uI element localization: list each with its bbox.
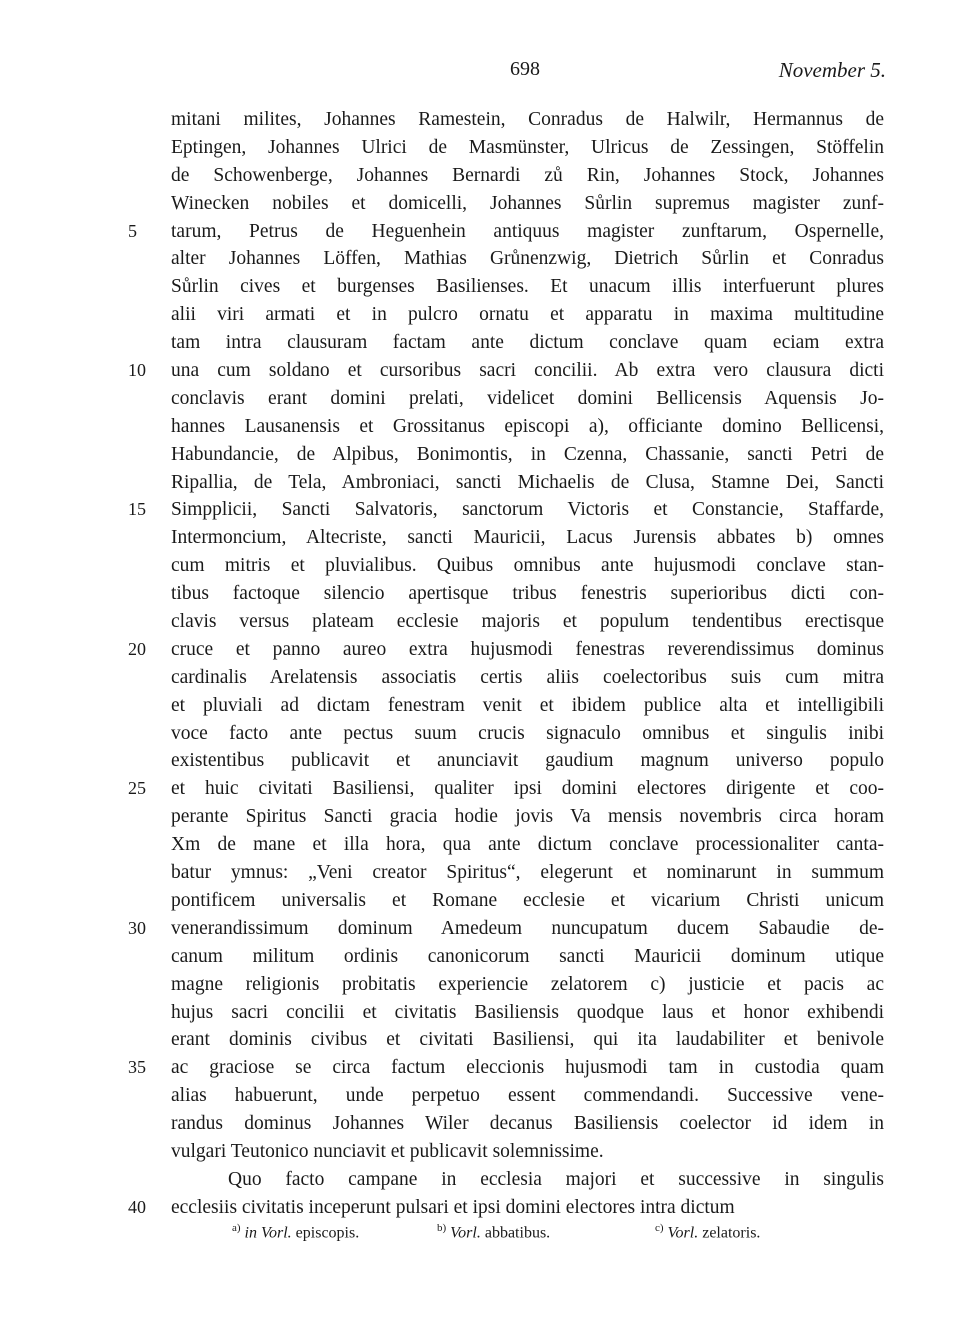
line-text: voce facto ante pectus suum crucis signaculo omnibus et singulis inibi	[171, 722, 884, 744]
text-line	[0, 943, 960, 971]
footnote-reading: zelatoris.	[702, 1224, 761, 1242]
line-text: et huic civitati Basiliensi, qualiter ipsi domini electores dirigente et coo-	[171, 778, 884, 800]
line-text: tam intra clausuram factam ante dictum conclave quam eciam extra	[171, 332, 884, 354]
text-line	[0, 887, 960, 915]
text-line	[0, 1166, 960, 1194]
line-text: randus dominus Johannes Wiler decanus Basiliensis coelector id idem in	[171, 1113, 884, 1135]
text-line	[0, 1138, 960, 1166]
line-text: vulgari Teutonico nunciavit et publicavit solemnissime.	[171, 1140, 604, 1162]
line-text: perante Spiritus Sancti gracia hodie jovis Va mensis novembris circa horam	[171, 806, 884, 828]
text-line	[0, 859, 960, 887]
line-text: una cum soldano et cursoribus sacri concilii. Ab extra vero clausura dicti	[171, 360, 884, 382]
line-text: tibus factoque silencio apertisque tribus fenestris superioribus dicti con-	[171, 583, 884, 605]
line-text: Simpplicii, Sancti Salvatoris, sanctorum Victoris et Constancie, Staffarde,	[171, 499, 884, 521]
footnote-reading: episcopis.	[295, 1224, 360, 1242]
line-text: canum militum ordinis canonicorum sancti Mauricii dominum utique	[171, 945, 884, 967]
text-line	[0, 775, 960, 803]
line-text: erant dominis civibus et civitati Basiliensi, qui ita laudabiliter et benivole	[171, 1029, 884, 1051]
line-text: Quo facto campane in ecclesia majori et successive in singulis	[228, 1168, 884, 1190]
line-text: tarum, Petrus de Heguenhein antiquus magister zunftarum, Ospernelle,	[171, 220, 884, 242]
line-text: alter Johannes Löffen, Mathias Grůnenzwig, Dietrich Sůrlin et Conradus	[171, 248, 884, 270]
line-text: ac graciose se circa factum eleccionis hujusmodi tam in custodia quam	[171, 1057, 884, 1079]
text-line	[0, 831, 960, 859]
text-line	[0, 915, 960, 943]
line-text: hujus sacri concilii et civitatis Basiliensis quodque laus et honor exhibendi	[171, 1001, 884, 1023]
text-line	[0, 1054, 960, 1082]
text-line	[0, 245, 960, 273]
line-number: 20	[128, 638, 146, 659]
page-number: 698	[510, 58, 540, 80]
line-text: Winecken nobiles et domicelli, Johannes Sůrlin supremus magister zunf-	[171, 192, 884, 214]
line-text: Ripallia, de Tela, Ambroniaci, sancti Michaelis de Clusa, Stamne Dei, Sancti	[171, 471, 884, 493]
line-number: 35	[128, 1057, 146, 1078]
text-line	[0, 664, 960, 692]
line-text: Habundancie, de Alpibus, Bonimontis, in Czenna, Chassanie, sancti Petri de	[171, 443, 884, 465]
text-line	[0, 329, 960, 357]
text-line	[0, 413, 960, 441]
text-line	[0, 441, 960, 469]
text-line	[0, 1026, 960, 1054]
footnote-mark: a)	[232, 1222, 241, 1234]
text-line	[0, 1194, 960, 1222]
text-line	[0, 524, 960, 552]
text-line	[0, 999, 960, 1027]
line-text: pontificem universalis et Romane ecclesie et vicarium Christi unicum	[171, 889, 884, 911]
text-line	[0, 218, 960, 246]
text-line	[0, 552, 960, 580]
line-text: Xm de mane et illa hora, qua ante dictum conclave processionaliter canta-	[171, 834, 884, 856]
line-text: ecclesiis civitatis inceperunt pulsari et ipsi domini electores intra dictum	[171, 1196, 735, 1218]
text-line	[0, 692, 960, 720]
text-line	[0, 357, 960, 385]
footnote-mark: b)	[437, 1222, 447, 1234]
line-text: Sůrlin cives et burgenses Basilienses. Et unacum illis interfuerunt plures	[171, 276, 884, 298]
line-text: alias habuerunt, unde perpetuo essent commendandi. Successive vene-	[171, 1085, 884, 1107]
line-text: de Schowenberge, Johannes Bernardi zů Rin, Johannes Stock, Johannes	[171, 164, 884, 186]
line-text: conclavis erant domini prelati, videlicet domini Bellicensis Aquensis Jo-	[171, 387, 884, 409]
footnote-source: in Vorl.	[244, 1224, 292, 1242]
line-text: alii viri armati et in pulcro ornatu et apparatu in maxima multitudine	[171, 304, 884, 326]
text-line	[0, 106, 960, 134]
footnote-source: Vorl.	[667, 1224, 699, 1242]
text-line	[0, 580, 960, 608]
page-header	[0, 58, 960, 88]
text-line	[0, 469, 960, 497]
line-text: hannes Lausanensis et Grossitanus episcopi a), officiante domino Bellicensi,	[171, 415, 884, 437]
text-line	[0, 971, 960, 999]
footnotes	[0, 1222, 960, 1252]
text-line	[0, 134, 960, 162]
running-head: November 5.	[778, 58, 886, 82]
text-line	[0, 273, 960, 301]
text-line	[0, 162, 960, 190]
footnote-b	[437, 1222, 550, 1242]
line-text: cruce et panno aureo extra hujusmodi fenestras reverendissimus dominus	[171, 638, 884, 660]
line-number: 5	[128, 220, 137, 241]
line-text: existentibus publicavit et anunciavit gaudium magnum universo populo	[171, 750, 884, 772]
line-text: Intermoncium, Altecriste, sancti Mauricii, Lacus Jurensis abbates b) omnes	[171, 527, 884, 549]
line-text: cardinalis Arelatensis associatis certis aliis coelectoribus suis cum mitra	[171, 666, 884, 688]
line-number: 10	[128, 360, 146, 381]
line-text: cum mitris et pluvialibus. Quibus omnibus ante hujusmodi conclave stan-	[171, 555, 884, 577]
text-line	[0, 636, 960, 664]
line-text: batur ymnus: „Veni creator Spiritus“, elegerunt et nominarunt in summum	[171, 862, 884, 884]
text-line	[0, 301, 960, 329]
text-line	[0, 747, 960, 775]
text-line	[0, 496, 960, 524]
text-line	[0, 385, 960, 413]
line-text: mitani milites, Johannes Ramestein, Conradus de Halwilr, Hermannus de	[171, 109, 884, 130]
line-number: 40	[128, 1196, 146, 1217]
footnote-a	[232, 1222, 359, 1242]
line-number: 15	[128, 499, 146, 520]
text-line	[0, 1082, 960, 1110]
line-text: venerandissimum dominum Amedeum nuncupatum ducem Sabaudie de-	[171, 917, 884, 939]
body-text	[0, 106, 960, 1222]
text-line	[0, 1110, 960, 1138]
text-line	[0, 608, 960, 636]
line-text: Eptingen, Johannes Ulrici de Masmünster, Ulricus de Zessingen, Stöffelin	[171, 136, 884, 158]
line-text: et pluviali ad dictam fenestram venit et ibidem publice alta et intelligibili	[171, 694, 884, 716]
footnote-mark: c)	[655, 1222, 664, 1234]
text-line	[0, 803, 960, 831]
line-number: 25	[128, 778, 146, 799]
footnote-source: Vorl.	[450, 1224, 481, 1242]
footnote-reading: abbatibus.	[484, 1224, 551, 1242]
line-number: 30	[128, 917, 146, 938]
footnote-c	[655, 1222, 760, 1242]
text-line	[0, 720, 960, 748]
line-text: magne religionis probitatis experiencie zelatorem c) justicie et pacis ac	[171, 973, 884, 995]
text-line	[0, 190, 960, 218]
line-text: clavis versus plateam ecclesie majoris et populum tendentibus erectisque	[171, 611, 884, 633]
